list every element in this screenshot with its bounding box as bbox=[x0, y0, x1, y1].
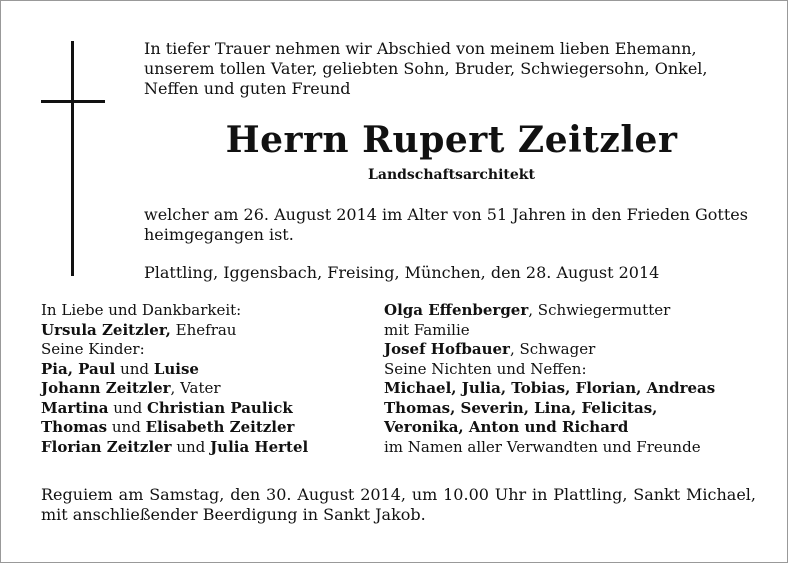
mourner-line bbox=[41, 321, 381, 341]
mourner-line bbox=[41, 399, 381, 419]
mourner-line bbox=[384, 321, 764, 341]
mourner-line bbox=[41, 418, 381, 438]
mourner-line bbox=[41, 340, 381, 360]
mourner-names: Thomas, Severin, Lina, Felicitas, bbox=[384, 398, 658, 417]
mourners-left-column bbox=[41, 301, 381, 457]
mourner-relation: , Schwiegermutter bbox=[528, 301, 671, 319]
deceased-name: Herrn Rupert Zeitzler bbox=[225, 119, 678, 161]
mourner-name: Ursula Zeitzler, bbox=[41, 320, 171, 339]
closing-line: im Namen aller Verwandten und Freunde bbox=[384, 437, 701, 456]
connector: und bbox=[108, 398, 147, 417]
mourner-line bbox=[384, 301, 764, 321]
mourner-name: Julia Hertel bbox=[210, 437, 309, 456]
mourner-line bbox=[384, 340, 764, 360]
mourner-name: Josef Hofbauer bbox=[384, 340, 510, 358]
mourner-name: Luise bbox=[153, 359, 199, 378]
mourner-line bbox=[41, 379, 381, 399]
mourner-line bbox=[384, 360, 764, 380]
connector: und bbox=[171, 437, 211, 456]
mourner-name: Elisabeth Zeitzler bbox=[145, 418, 295, 436]
cross-icon bbox=[71, 41, 74, 276]
mourner-names: Veronika, Anton und Richard bbox=[384, 418, 629, 436]
requiem-text: Reguiem am Samstag, den 30. August 2014, um 10.00 Uhr in Plattling, Sankt Michael, mit anschließender Beerdigung in Sankt Jakob. bbox=[41, 485, 756, 524]
profession: Landschaftsarchitekt bbox=[368, 167, 535, 183]
mourner-relation: , Vater bbox=[170, 379, 221, 397]
mourners-right-column bbox=[384, 301, 764, 457]
death-text: welcher am 26. August 2014 im Alter von 51 Jahren in den Frieden Gottes heimgegangen ist. bbox=[144, 205, 748, 244]
mourner-line bbox=[41, 360, 381, 380]
mourner-relation: Ehefrau bbox=[170, 320, 237, 339]
mourner-name: Florian Zeitzler bbox=[41, 437, 172, 456]
mourner-name: Martina bbox=[41, 398, 109, 417]
intro-text: In tiefer Trauer nehmen wir Abschied von meinem lieben Ehemann, unserem tollen Vater, geliebten Sohn, Bruder, Schwiegersohn, Onkel, Neffen und guten Freund bbox=[144, 39, 708, 98]
mourner-name: Thomas bbox=[41, 418, 108, 436]
mourner-relation: , Schwager bbox=[509, 340, 596, 358]
mourner-relation: mit Familie bbox=[384, 320, 470, 339]
place-date: Plattling, Iggensbach, Freising, München, den 28. August 2014 bbox=[144, 263, 660, 282]
mourner-name: Christian Paulick bbox=[146, 398, 293, 417]
mourner-name: Olga Effenberger bbox=[384, 301, 529, 319]
group-label: Seine Kinder: bbox=[41, 340, 145, 358]
mourner-line bbox=[41, 438, 381, 458]
cross-icon-bar bbox=[41, 100, 105, 103]
group-label: Seine Nichten und Neffen: bbox=[384, 359, 587, 378]
connector: und bbox=[107, 418, 146, 436]
intro-label: In Liebe und Dankbarkeit: bbox=[41, 301, 242, 319]
mourner-names: Michael, Julia, Tobias, Florian, Andreas bbox=[384, 379, 716, 397]
mourner-name: Pia, Paul bbox=[41, 359, 116, 378]
mourner-line bbox=[41, 301, 381, 321]
mourner-name: Johann Zeitzler bbox=[41, 379, 171, 397]
connector: und bbox=[115, 359, 154, 378]
